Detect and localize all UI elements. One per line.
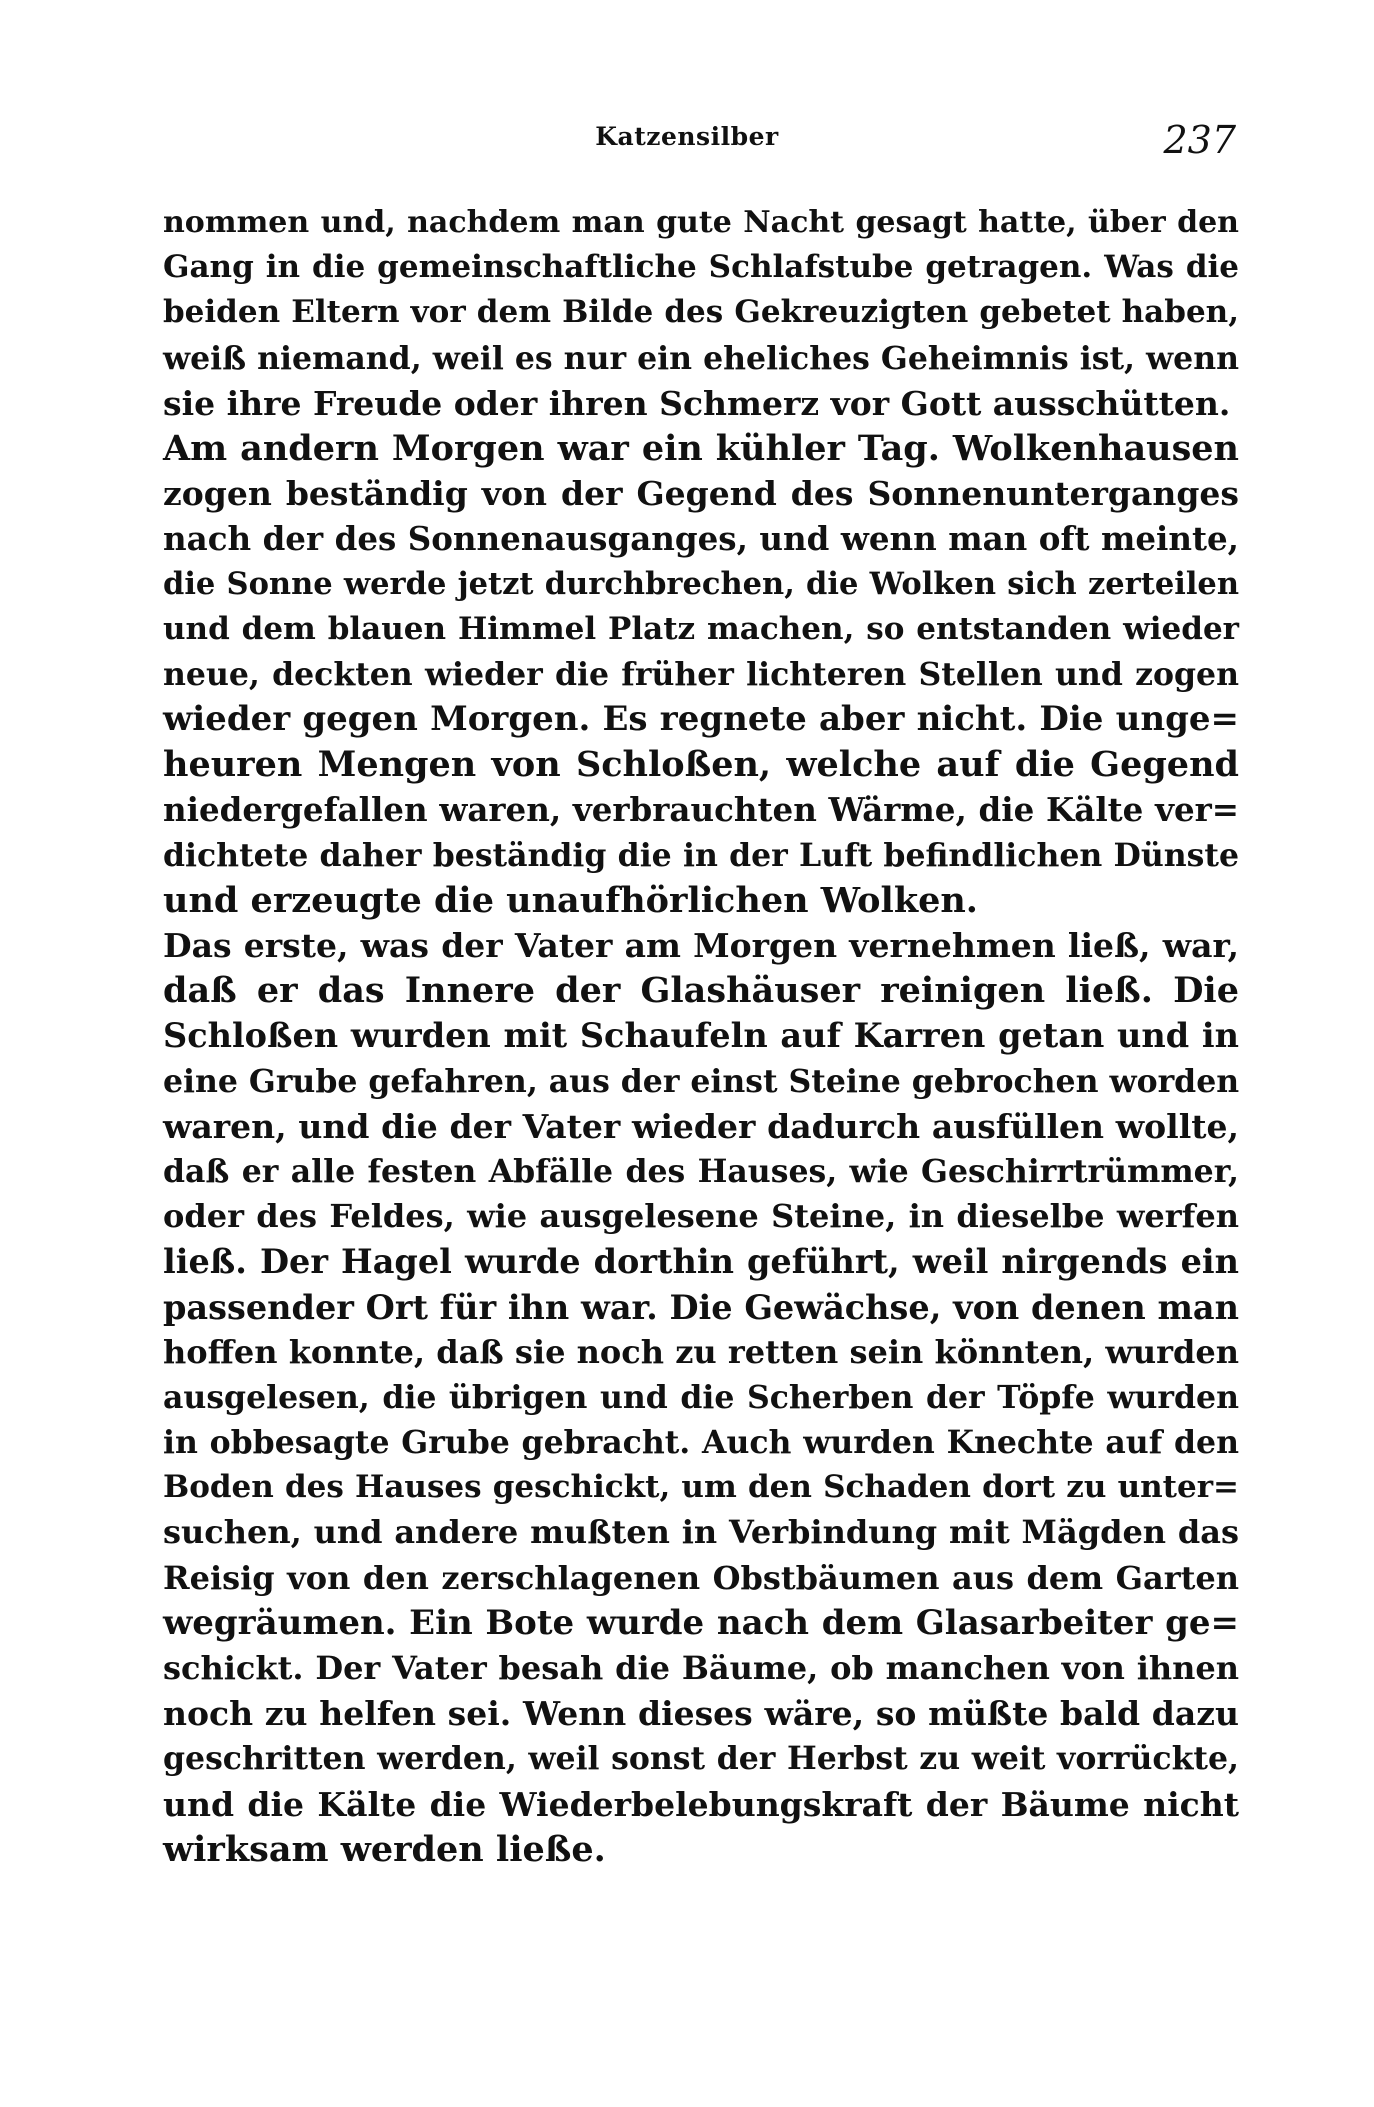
text-line: sie ihre Freude oder ihren Schmerz vor Gott ausschütten. — [163, 383, 1231, 423]
text-line: wirksam werden ließe. — [163, 1828, 606, 1870]
text-line: nach der des Sonnenausganges, und wenn man oft meinte, — [163, 519, 1239, 559]
text-line: und erzeugte die unaufhörlichen Wolken. — [163, 879, 978, 921]
running-head: Katzensilber — [595, 122, 779, 151]
text-line: Das erste, was der Vater am Morgen vernehmen ließ, war, — [163, 926, 1239, 965]
page-number: 237 — [1163, 118, 1236, 162]
text-line: geschritten werden, weil sonst der Herbst zu weit vorrückte, — [163, 1740, 1239, 1778]
text-line: und dem blauen Himmel Platz machen, so entstanden wieder — [163, 610, 1239, 647]
body-text — [163, 200, 1239, 1872]
text-line: heuren Mengen von Schloßen, welche auf die Gegend — [163, 744, 1239, 786]
text-line: weiß niemand, weil es nur ein eheliches Geheimnis ist, wenn — [163, 339, 1239, 377]
text-line: waren, und die der Vater wieder dadurch ausfüllen wollte, — [163, 1106, 1239, 1146]
text-line: daß er alle festen Abfälle des Hauses, wie Geschirrtrümmer, — [163, 1152, 1239, 1190]
text-line: und die Kälte die Wiederbelebungskraft der Bäume nicht — [163, 1784, 1239, 1824]
text-line: passender Ort für ihn war. Die Gewächse, von denen man — [163, 1287, 1239, 1327]
text-line: in obbesagte Grube gebracht. Auch wurden Knechte auf den — [163, 1424, 1239, 1462]
text-line: schickt. Der Vater besah die Bäume, ob manchen von ihnen — [163, 1649, 1239, 1687]
text-line: Boden des Hauses geschickt, um den Schaden dort zu unter= — [163, 1469, 1239, 1506]
text-line: Gang in die gemeinschaftliche Schlafstube getragen. Was die — [163, 249, 1239, 286]
text-line: ließ. Der Hagel wurde dorthin geführt, weil nirgends ein — [163, 1242, 1239, 1282]
text-line: noch zu helfen sei. Wenn dieses wäre, so müßte bald dazu — [163, 1694, 1239, 1734]
text-line: daß er das Innere der Glashäuser reinigen ließ. Die — [163, 970, 1239, 1012]
text-line: die Sonne werde jetzt durchbrechen, die Wolken sich zerteilen — [163, 565, 1239, 602]
text-line: wegräumen. Ein Bote wurde nach dem Glasarbeiter ge= — [163, 1602, 1239, 1643]
text-line: dichtete daher beständig die in der Luft befindlichen Dünste — [163, 836, 1239, 874]
text-line: Schloßen wurden mit Schaufeln auf Karren getan und in — [163, 1016, 1239, 1056]
text-line: niedergefallen waren, verbrauchten Wärme, die Kälte ver= — [163, 790, 1239, 830]
text-line: ausgelesen, die übrigen und die Scherben der Töpfe wurden — [163, 1378, 1239, 1416]
text-line: neue, deckten wieder die früher lichteren Stellen und zogen — [163, 655, 1239, 693]
text-line: eine Grube gefahren, aus der einst Steine gebrochen worden — [163, 1062, 1240, 1100]
text-line: suchen, und andere mußten in Verbindung mit Mägden das — [163, 1513, 1239, 1552]
text-line: hoffen konnte, daß sie noch zu retten sein könnten, wurden — [163, 1332, 1239, 1371]
text-line: wieder gegen Morgen. Es regnete aber nicht. Die unge= — [163, 699, 1239, 740]
text-line: nommen und, nachdem man gute Nacht gesagt hatte, über den — [163, 205, 1239, 240]
text-line: Reisig von den zerschlagenen Obstbäumen aus dem Garten — [163, 1558, 1239, 1597]
text-line: zogen beständig von der Gegend des Sonnenunterganges — [163, 474, 1239, 514]
text-line: beiden Eltern vor dem Bilde des Gekreuzigten gebetet haben, — [163, 294, 1239, 331]
text-line: Am andern Morgen war ein kühler Tag. Wolkenhausen — [163, 427, 1239, 469]
text-line: oder des Feldes, wie ausgelesene Steine, in dieselbe werfen — [163, 1197, 1239, 1236]
